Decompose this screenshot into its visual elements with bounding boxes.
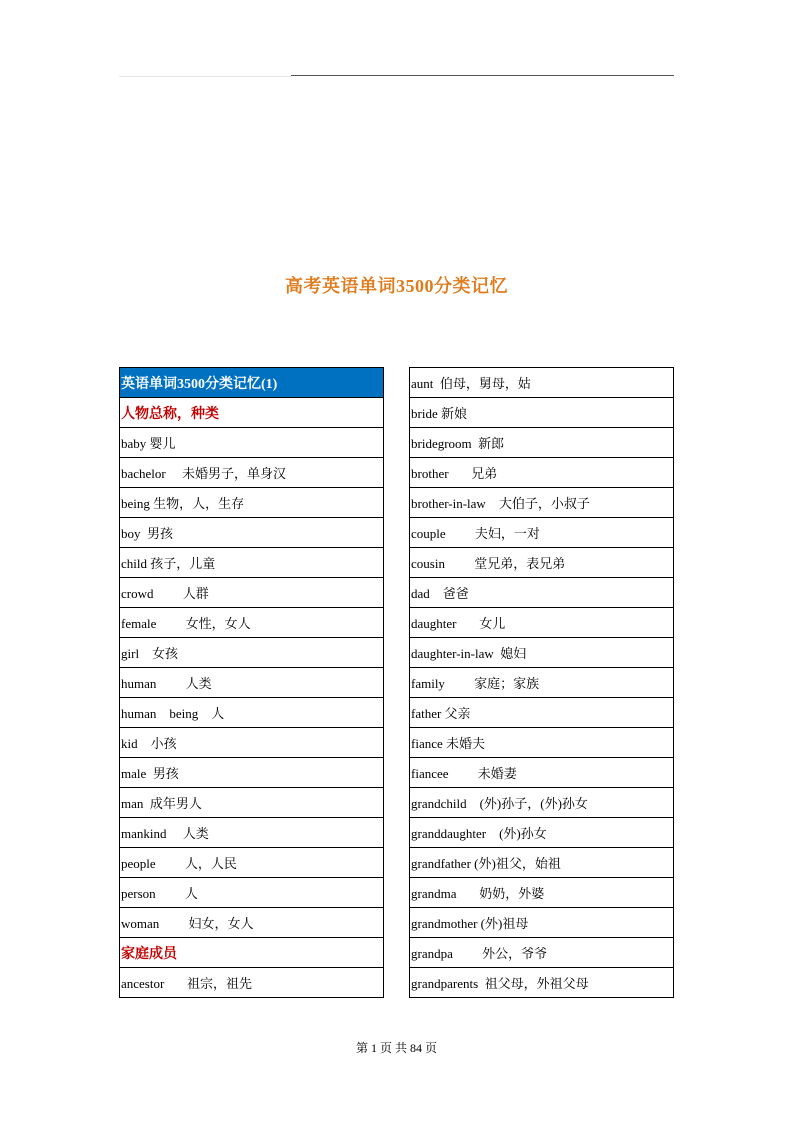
- table-row: [120, 518, 384, 548]
- table-row: [120, 938, 384, 968]
- table-row: [410, 518, 674, 548]
- table-row: [410, 578, 674, 608]
- vocab-entry-cell: mankind 人类: [120, 818, 384, 848]
- vocab-entry-cell: human being 人: [120, 698, 384, 728]
- table-row: [410, 668, 674, 698]
- table-row: [120, 368, 384, 398]
- header-rule-light: [119, 76, 291, 77]
- table-row: [120, 578, 384, 608]
- vocab-entry-cell: boy 男孩: [120, 518, 384, 548]
- table-row: [410, 818, 674, 848]
- vocab-entry-cell: granddaughter (外)孙女: [410, 818, 674, 848]
- table-row: [120, 638, 384, 668]
- vocab-entry-cell: female 女性，女人: [120, 608, 384, 638]
- table-row: [410, 848, 674, 878]
- vocab-entry-cell: cousin 堂兄弟，表兄弟: [410, 548, 674, 578]
- section-heading-cell: 人物总称，种类: [120, 398, 384, 428]
- table-row: [120, 398, 384, 428]
- table-row: [410, 398, 674, 428]
- table-row: [410, 968, 674, 998]
- table-row: [410, 428, 674, 458]
- vocab-entry-cell: human 人类: [120, 668, 384, 698]
- vocab-entry-cell: grandparents 祖父母，外祖父母: [410, 968, 674, 998]
- vocab-entry-cell: brother 兄弟: [410, 458, 674, 488]
- vocab-entry-cell: being 生物，人，生存: [120, 488, 384, 518]
- vocab-entry-cell: kid 小孩: [120, 728, 384, 758]
- vocab-table-right: [409, 367, 674, 998]
- vocab-entry-cell: fiancee 未婚妻: [410, 758, 674, 788]
- table-row: [120, 758, 384, 788]
- vocab-entry-cell: baby 婴儿: [120, 428, 384, 458]
- table-row: [410, 638, 674, 668]
- table-row: [410, 728, 674, 758]
- vocab-entry-cell: people 人，人民: [120, 848, 384, 878]
- vocab-entry-cell: aunt 伯母，舅母，姑: [410, 368, 674, 398]
- document-title: 高考英语单词3500分类记忆: [285, 276, 508, 296]
- table-header-cell: 英语单词3500分类记忆(1): [120, 368, 384, 398]
- table-row: [410, 938, 674, 968]
- vocab-table-left: [119, 367, 384, 998]
- table-row: [410, 698, 674, 728]
- vocab-entry-cell: grandpa 外公，爷爷: [410, 938, 674, 968]
- table-row: [120, 968, 384, 998]
- table-row: [120, 878, 384, 908]
- vocab-entry-cell: fiance 未婚夫: [410, 728, 674, 758]
- table-row: [410, 458, 674, 488]
- table-row: [410, 878, 674, 908]
- table-row: [120, 548, 384, 578]
- table-row: [120, 458, 384, 488]
- table-row: [120, 488, 384, 518]
- vocab-entry-cell: brother-in-law 大伯子，小叔子: [410, 488, 674, 518]
- section-heading-cell: 家庭成员: [120, 938, 384, 968]
- table-row: [410, 488, 674, 518]
- vocab-entry-cell: bachelor 未婚男子，单身汉: [120, 458, 384, 488]
- table-row: [410, 908, 674, 938]
- header-rule: [291, 75, 674, 76]
- vocab-entry-cell: man 成年男人: [120, 788, 384, 818]
- table-row: [120, 818, 384, 848]
- vocab-entry-cell: grandmother (外)祖母: [410, 908, 674, 938]
- vocab-entry-cell: grandfather (外)祖父，始祖: [410, 848, 674, 878]
- vocab-entry-cell: bridegroom 新郎: [410, 428, 674, 458]
- vocab-entry-cell: couple 夫妇，一对: [410, 518, 674, 548]
- table-row: [120, 908, 384, 938]
- vocab-entry-cell: bride 新娘: [410, 398, 674, 428]
- vocab-entry-cell: daughter 女儿: [410, 608, 674, 638]
- page-footer: 第 1 页 共 84 页: [355, 1041, 437, 1055]
- vocab-entry-cell: ancestor 祖宗，祖先: [120, 968, 384, 998]
- table-row: [120, 608, 384, 638]
- table-row: [410, 608, 674, 638]
- vocab-entry-cell: male 男孩: [120, 758, 384, 788]
- vocab-entry-cell: father 父亲: [410, 698, 674, 728]
- vocab-entry-cell: child 孩子，儿童: [120, 548, 384, 578]
- table-row: [120, 728, 384, 758]
- table-row: [120, 428, 384, 458]
- vocab-entry-cell: grandchild (外)孙子，(外)孙女: [410, 788, 674, 818]
- vocab-entry-cell: dad 爸爸: [410, 578, 674, 608]
- table-row: [120, 668, 384, 698]
- table-row: [410, 758, 674, 788]
- vocab-entry-cell: woman 妇女，女人: [120, 908, 384, 938]
- vocab-entry-cell: grandma 奶奶，外婆: [410, 878, 674, 908]
- table-row: [120, 848, 384, 878]
- table-row: [410, 548, 674, 578]
- vocab-entry-cell: daughter-in-law 媳妇: [410, 638, 674, 668]
- vocab-entry-cell: family 家庭；家族: [410, 668, 674, 698]
- vocab-entry-cell: crowd 人群: [120, 578, 384, 608]
- vocab-entry-cell: girl 女孩: [120, 638, 384, 668]
- table-row: [410, 788, 674, 818]
- table-row: [120, 698, 384, 728]
- vocab-entry-cell: person 人: [120, 878, 384, 908]
- table-row: [120, 788, 384, 818]
- table-row: [410, 368, 674, 398]
